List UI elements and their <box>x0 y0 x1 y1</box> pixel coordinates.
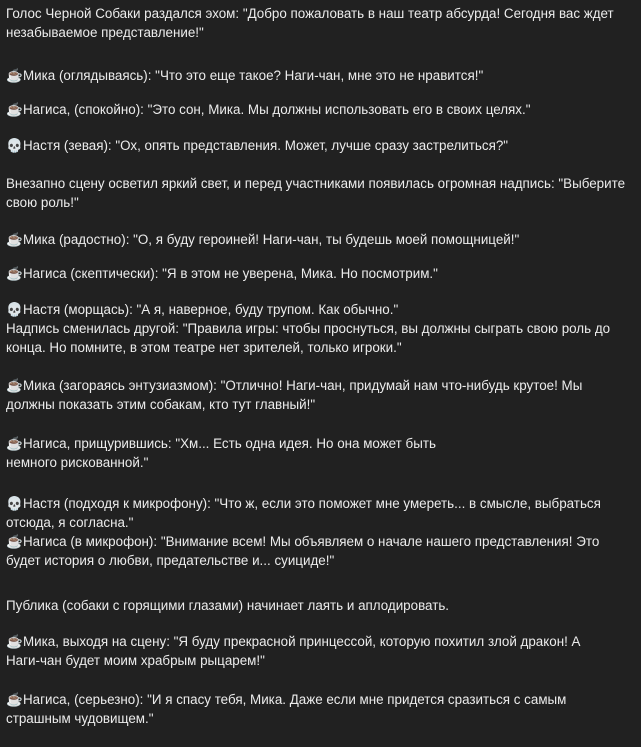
paragraph-text: Нагиса, (серьезно): "И я спасу тебя, Мика. Даже если мне придется сразиться с самым страшным чудовищем." <box>6 692 567 726</box>
paragraph-text: Нагиса (скептически): "Я в этом не уверена, Мика. Но посмотрим." <box>23 266 438 281</box>
paragraph-text: Мика, выходя на сцену: "Я буду прекрасной принцессой, которую похитил злой дракон! А Наги-чан будет моим храбрым рыцарем!" <box>6 634 581 668</box>
coffee-icon: ☕ <box>6 102 23 117</box>
coffee-icon: ☕ <box>6 534 23 549</box>
narration-paragraph <box>6 596 449 615</box>
coffee-icon: ☕ <box>6 634 23 649</box>
paragraph-text: Настя (морщась): "А я, наверное, буду трупом. Как обычно." <box>23 302 399 317</box>
narration-paragraph <box>6 319 616 357</box>
dialogue-line-mika <box>6 632 606 670</box>
paragraph-text: Настя (подходя к микрофону): "Что ж, если это поможет мне умереть... в смысле, выбраться отсюда, я согласна." <box>6 496 601 530</box>
dialogue-line-mika <box>6 230 519 249</box>
dialogue-line-mika <box>6 66 483 85</box>
skull-icon: 💀 <box>6 496 23 511</box>
dialogue-line-nagisa <box>6 532 621 570</box>
dialogue-line-nastya <box>6 494 621 532</box>
paragraph-text: Нагиса (в микрофон): "Внимание всем! Мы объявляем о начале нашего представления! Это будет история о любви, предательстве и... суициде!" <box>6 534 600 568</box>
paragraph-text: Публика (собаки с горящими глазами) начинает лаять и аплодировать. <box>6 598 450 613</box>
coffee-icon: ☕ <box>6 378 23 393</box>
coffee-icon: ☕ <box>6 692 23 707</box>
narration-paragraph <box>6 4 618 42</box>
paragraph-text: Внезапно сцену осветил яркий свет, и перед участниками появилась огромная надпись: "Выберите свою роль!" <box>6 176 626 210</box>
dialogue-line-mika <box>6 376 586 414</box>
coffee-icon: ☕ <box>6 436 23 451</box>
paragraph-text: немного рискованной." <box>6 455 149 470</box>
dialogue-line-nastya <box>6 136 508 155</box>
dialogue-line-nagisa <box>6 690 596 728</box>
paragraph-text: Мика (загораясь энтузиазмом): "Отлично! Наги-чан, придумай нам что-нибудь крутое! Мы должны показать этим собакам, кто тут главный!" <box>6 378 583 412</box>
paragraph-text: Нагиса, (спокойно): "Это сон, Мика. Мы должны использовать его в своих целях." <box>23 102 531 117</box>
coffee-icon: ☕ <box>6 68 23 83</box>
paragraph-text: Голос Черной Собаки раздался эхом: "Добро пожаловать в наш театр абсурда! Сегодня вас ждет незабываемое представление!" <box>6 6 614 40</box>
dialogue-block <box>6 494 621 570</box>
paragraph-text: Надпись сменилась другой: "Правила игры: чтобы проснуться, вы должны сыграть свою роль до конца. Но помните, в этом театре нет зрителей, только игроки." <box>6 321 611 355</box>
dialogue-continuation <box>6 453 436 472</box>
paragraph-text: Мика (радостно): "О, я буду героиней! Наги-чан, ты будешь моей помощницей!" <box>23 232 520 247</box>
paragraph-text: Настя (зевая): "Ох, опять представления. Может, лучше сразу застрелиться?" <box>23 138 509 153</box>
coffee-icon: ☕ <box>6 266 23 281</box>
dialogue-block <box>6 434 436 472</box>
narration-paragraph <box>6 174 630 212</box>
dialogue-line-nagisa <box>6 100 530 119</box>
dialogue-block <box>6 300 616 357</box>
coffee-icon: ☕ <box>6 232 23 247</box>
skull-icon: 💀 <box>6 302 23 317</box>
dialogue-line-nagisa <box>6 434 436 453</box>
paragraph-text: Мика (оглядываясь): "Что это еще такое? Наги-чан, мне это не нравится!" <box>23 68 484 83</box>
dialogue-line-nastya <box>6 300 616 319</box>
skull-icon: 💀 <box>6 138 23 153</box>
paragraph-text: Нагиса, прищурившись: "Хм... Есть одна идея. Но она может быть <box>23 436 436 451</box>
dialogue-line-nagisa <box>6 264 438 283</box>
